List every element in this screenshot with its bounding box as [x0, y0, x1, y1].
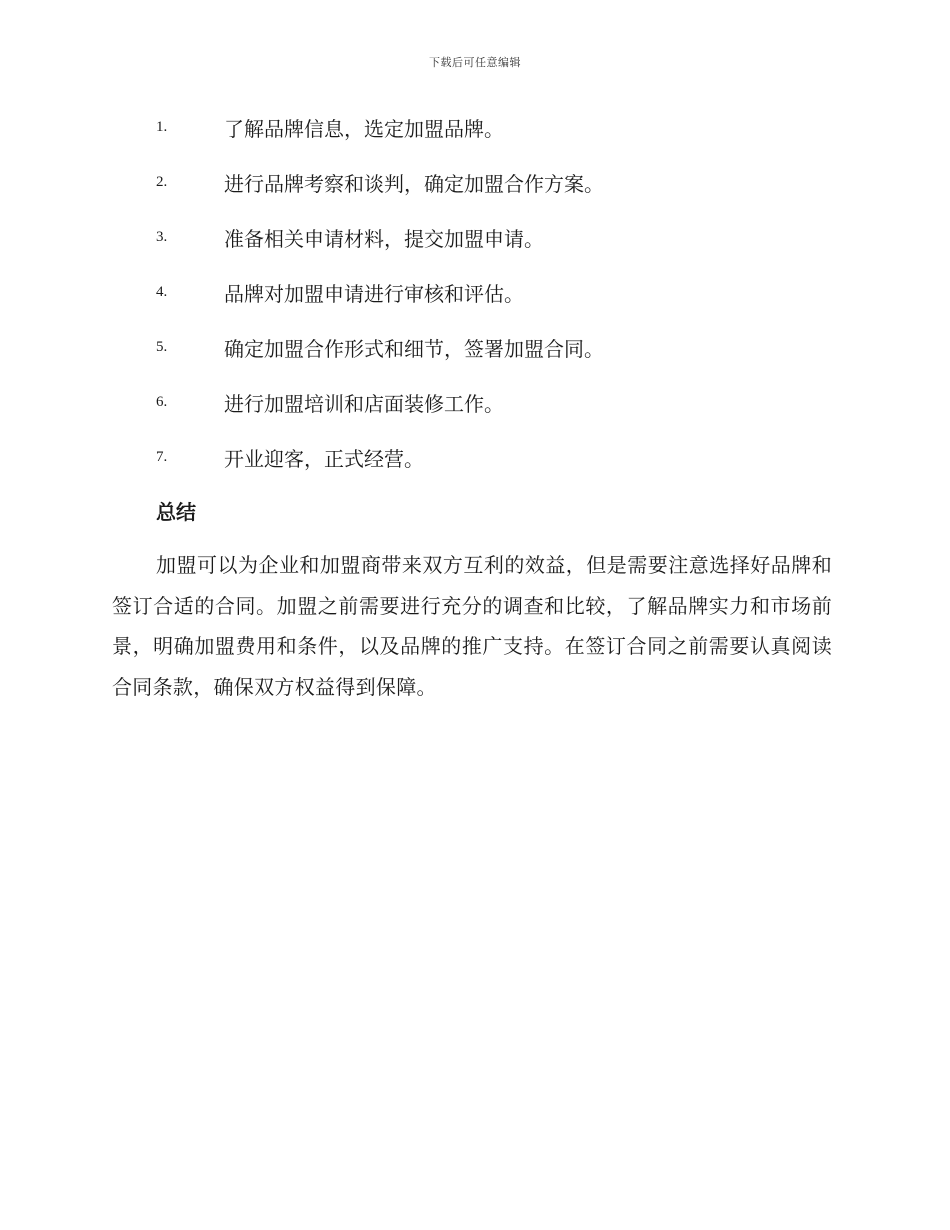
step-number: 4.: [156, 284, 168, 300]
step-number: 7.: [156, 449, 168, 465]
step-number: 1.: [156, 119, 168, 135]
step-text: 进行品牌考察和谈判，确定加盟合作方案。: [224, 172, 604, 196]
section-title: 总结: [156, 500, 196, 524]
summary-paragraph: 加盟可以为企业和加盟商带来双方互利的效益，但是需要注意选择好品牌和签订合适的合同。加盟之前需要进行充分的调查和比较，了解品牌实力和市场前景，明确加盟费用和条件，以及品牌的推广支持。在签订合同之前需要认真阅读合同条款，确保双方权益得到保障。: [112, 553, 832, 699]
step-text: 开业迎客，正式经营。: [224, 447, 424, 471]
step-number: 5.: [156, 339, 168, 355]
step-text: 准备相关申请材料，提交加盟申请。: [224, 227, 544, 251]
list-item: [0, 384, 950, 439]
list-item: [0, 219, 950, 274]
list-item: [0, 329, 950, 384]
step-number: 6.: [156, 394, 168, 410]
steps-list: [0, 109, 950, 494]
step-text: 确定加盟合作形式和细节，签署加盟合同。: [224, 337, 604, 361]
step-number: 3.: [156, 229, 168, 245]
header-note: 下载后可任意编辑: [429, 56, 521, 69]
step-text: 进行加盟培训和店面装修工作。: [224, 392, 504, 416]
step-text: 了解品牌信息，选定加盟品牌。: [224, 117, 504, 141]
list-item: [0, 439, 950, 494]
list-item: [0, 164, 950, 219]
list-item: [0, 109, 950, 164]
step-number: 2.: [156, 174, 168, 190]
step-text: 品牌对加盟申请进行审核和评估。: [224, 282, 524, 306]
list-item: [0, 274, 950, 329]
